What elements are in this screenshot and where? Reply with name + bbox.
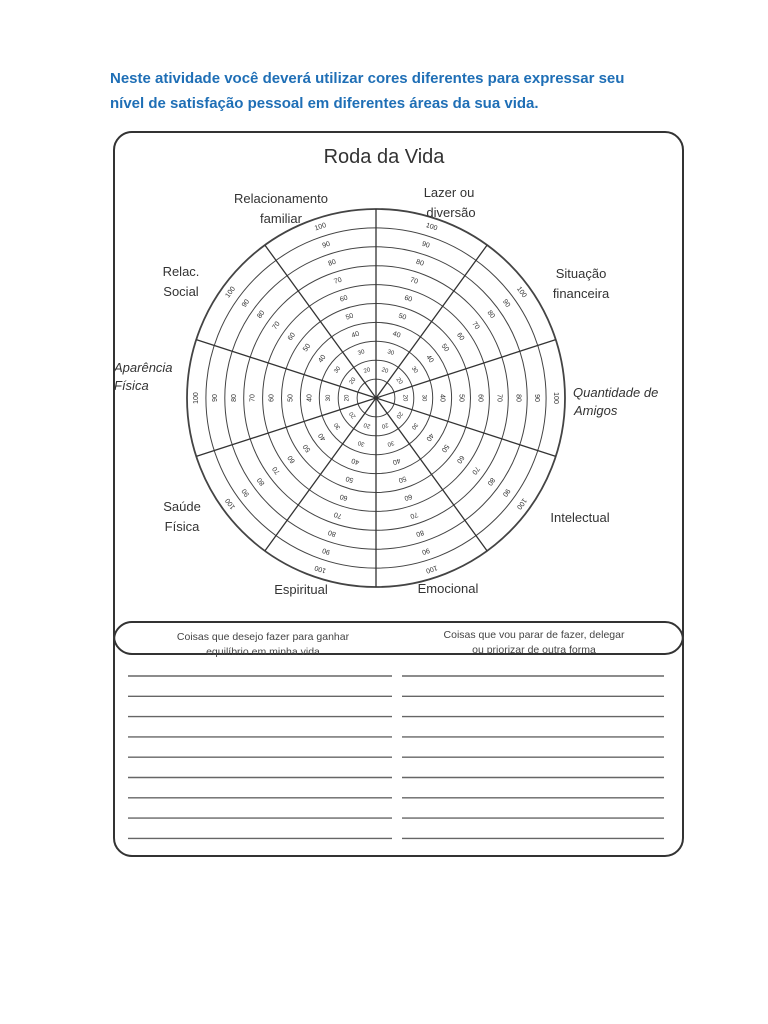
area-label-saude-2: Física [164, 519, 200, 534]
area-label-espiritual: Espiritual [274, 582, 328, 597]
level-label: 60 [268, 394, 276, 402]
level-label: 50 [344, 474, 355, 484]
area-label-amigos-2: Amigos [574, 403, 618, 418]
level-label: 40 [350, 330, 361, 340]
level-label: 60 [286, 331, 298, 343]
level-label: 100 [313, 222, 328, 233]
level-label: 90 [211, 394, 219, 402]
level-label: 20 [363, 367, 372, 375]
area-label-aparencia-1: Aparência [114, 360, 173, 375]
level-label: 20 [348, 410, 358, 420]
level-label: 30 [409, 421, 419, 431]
level-label: 90 [420, 240, 431, 250]
note-lines [128, 676, 664, 838]
level-label: 40 [424, 353, 435, 365]
notes-left-heading-2: equilíbrio em minha vida [206, 646, 320, 658]
level-label: 90 [321, 240, 332, 250]
level-label: 20 [394, 376, 404, 386]
level-label: 30 [386, 349, 395, 357]
level-label: 40 [391, 456, 402, 466]
level-label: 70 [249, 394, 257, 402]
level-label: 20 [394, 410, 404, 420]
level-label: 30 [420, 394, 427, 402]
level-label: 90 [240, 487, 252, 498]
level-label: 80 [485, 476, 496, 487]
level-label: 40 [317, 353, 328, 365]
area-label-lazer-1: Lazer ou [423, 185, 475, 200]
level-label: 70 [409, 276, 419, 286]
level-label: 90 [321, 546, 332, 556]
level-label: 70 [470, 464, 481, 476]
level-label: 20 [401, 394, 408, 402]
level-label: 40 [317, 431, 328, 443]
level-label: 20 [363, 421, 372, 429]
level-label: 20 [348, 376, 358, 386]
level-label: 100 [224, 496, 238, 511]
level-label: 30 [409, 365, 419, 375]
notes-right-heading-2: ou priorizar de outra forma [472, 644, 596, 656]
area-label-emocional: Emocional [417, 581, 479, 596]
area-label-amigos-1: Quantidade de [573, 385, 659, 400]
wheel-title: Roda da Vida [323, 146, 445, 168]
level-label: 60 [454, 331, 466, 343]
notes-right-heading [404, 628, 664, 658]
level-label: 90 [533, 394, 541, 402]
notes-left-heading-1: Coisas que desejo fazer para ganhar [176, 631, 350, 643]
level-label: 100 [424, 563, 439, 574]
level-label: 70 [495, 394, 503, 402]
level-label: 100 [552, 392, 560, 404]
area-label-lazer-2: diversão [426, 205, 476, 220]
level-label: 100 [514, 285, 528, 300]
level-label: 40 [306, 394, 314, 402]
level-label: 80 [327, 528, 337, 538]
level-label: 60 [454, 453, 466, 465]
area-label-social-2: Social [163, 284, 199, 299]
level-label: 60 [339, 294, 349, 304]
level-label: 50 [439, 342, 450, 354]
level-label: 100 [224, 285, 238, 300]
level-label: 80 [256, 309, 267, 320]
level-label: 80 [485, 309, 496, 320]
area-label-familiar-1: Relacionamento [234, 191, 328, 206]
area-label-financeira-1: Situação [555, 266, 607, 281]
level-label: 70 [271, 464, 282, 476]
level-label: 60 [476, 394, 484, 402]
level-label: 50 [302, 342, 313, 354]
level-label: 80 [327, 258, 337, 268]
area-label-familiar-2: familiar [260, 211, 302, 226]
level-label: 50 [287, 394, 295, 402]
level-label: 50 [439, 442, 450, 454]
level-label: 100 [424, 222, 439, 233]
level-label: 60 [339, 492, 349, 502]
level-label: 70 [409, 510, 419, 520]
level-label: 100 [313, 563, 328, 574]
wheel-spoke [376, 398, 487, 551]
wheel-spoke [265, 398, 376, 551]
level-label: 100 [192, 392, 200, 404]
level-label: 90 [500, 487, 512, 498]
level-label: 30 [386, 439, 395, 447]
level-label: 50 [344, 312, 355, 322]
instructions-line-2: nível de satisfação pessoal em diferentes áreas da sua vida. [110, 95, 539, 112]
level-label: 50 [397, 312, 408, 322]
level-label: 60 [286, 453, 298, 465]
level-label: 30 [333, 365, 343, 375]
level-label: 70 [470, 320, 481, 332]
level-label: 50 [302, 442, 313, 454]
level-label: 40 [424, 431, 435, 443]
level-label: 30 [357, 349, 366, 357]
notes-left-heading [138, 630, 388, 660]
level-label: 90 [500, 298, 512, 309]
level-label: 30 [333, 421, 343, 431]
level-label: 20 [344, 394, 351, 402]
level-label: 60 [403, 492, 413, 502]
area-label-financeira-2: financeira [552, 286, 610, 301]
level-label: 20 [380, 421, 389, 429]
level-label: 100 [514, 496, 528, 511]
level-label: 80 [230, 394, 238, 402]
level-label: 40 [391, 330, 402, 340]
level-label: 40 [350, 456, 361, 466]
life-wheel [187, 209, 565, 587]
instructions-line-1: Neste atividade você deverá utilizar cores diferentes para expressar seu [110, 70, 625, 87]
area-label-aparencia-2: Física [114, 378, 149, 393]
level-label: 70 [333, 510, 343, 520]
level-label: 50 [457, 394, 465, 402]
level-label: 70 [271, 320, 282, 332]
level-label: 60 [403, 294, 413, 304]
wheel-spoke [376, 245, 487, 398]
area-label-social-1: Relac. [162, 264, 200, 279]
level-label: 50 [397, 474, 408, 484]
level-label: 90 [240, 298, 252, 309]
level-label: 80 [415, 258, 425, 268]
area-label-saude-1: Saúde [163, 499, 201, 514]
level-label: 80 [415, 528, 425, 538]
level-label: 90 [420, 546, 431, 556]
level-label: 80 [256, 476, 267, 487]
level-label: 40 [438, 394, 446, 402]
level-label: 20 [380, 367, 389, 375]
area-label-intelectual: Intelectual [550, 510, 610, 525]
level-label: 30 [357, 439, 366, 447]
level-label: 70 [333, 276, 343, 286]
level-label: 80 [514, 394, 522, 402]
notes-right-heading-1: Coisas que vou parar de fazer, delegar [443, 629, 625, 641]
wheel-spoke [265, 245, 376, 398]
level-label: 30 [325, 394, 332, 402]
